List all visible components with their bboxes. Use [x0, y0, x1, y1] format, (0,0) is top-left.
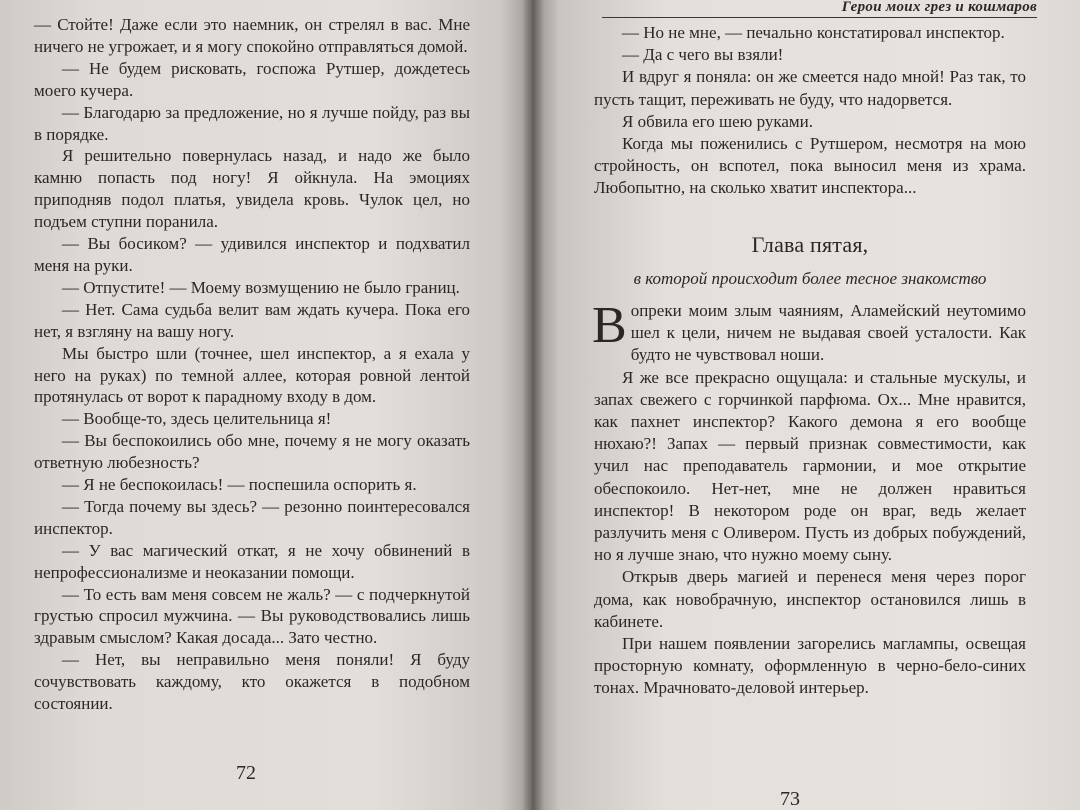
paragraph: Я решительно повернулась назад, и надо же было камню попасть под ногу! Я ойкнула. На эмоциях приподняв подол платья, увидела кровь. Чулок цел, но подъем ступни поранила.: [34, 146, 470, 232]
paragraph: — Отпустите! — Моему возмущению не было границ.: [62, 277, 460, 297]
paragraph: — Я не беспокоилась! — поспешила оспорить я.: [62, 475, 417, 495]
paragraph: Я же все прекрасно ощущала: и стальные мускулы, и запах свежего с горчинкой парфюма. Ох... Мне нравится, как пахнет инспектор? Какого демона я его вообще нюхаю?! Запах — первый признак совместимости, как учил нас преподаватель гармонии, и мое открытие обеспокоило. Нет-нет, мне не должен нравиться инспектор! В некотором роде он враг, ведь желает разлучить меня с Оливером. Пусть из добрых побуждений, но я лучше знаю, что нужно моему сыну.: [594, 367, 1026, 565]
paragraph: Открыв дверь магией и перенеся меня через порог дома, как новобрачную, инспектор остановился лишь в кабинете.: [594, 567, 1026, 631]
paragraph: — Но не мне, — печально констатировал инспектор.: [622, 23, 1005, 42]
left-page: [0, 0, 532, 810]
chapter-title: Глава пятая,: [751, 231, 869, 257]
paragraph: — Стойте! Даже если это наемник, он стрелял в вас. Мне ничего не угрожает, и я могу спокойно отправляться домой.: [34, 15, 470, 56]
right-page: [532, 0, 1080, 810]
paragraph: — Нет, вы неправильно меня поняли! Я буду сочувствовать каждому, кто окажется в подобном состоянии.: [34, 650, 470, 714]
page-number: 72: [236, 762, 256, 784]
page-number: 73: [780, 788, 800, 810]
book-spine-shadow: [522, 0, 544, 810]
paragraph: Мы быстро шли (точнее, шел инспектор, а я ехала у него на руках) по темной аллее, которая ровной лентой протянулась от ворот к парадному входу в дом.: [34, 343, 470, 407]
opening-paragraph: [592, 297, 1026, 367]
paragraph: И вдруг я поняла: он же смеется надо мной! Раз так, то пусть тащит, переживать не буду, что надорвется.: [594, 67, 1026, 109]
paragraph: — Вы беспокоились обо мне, почему я не могу оказать ответную любезность?: [34, 431, 470, 473]
running-head: Герои моих грез и кошмаров: [602, 0, 1037, 18]
paragraph: — То есть вам меня совсем не жаль? — с подчеркнутой грустью спросил мужчина. — Вы руководствовались лишь здравым смыслом? Какая досада... Зато честно.: [34, 584, 470, 648]
paragraph: Когда мы поженились с Рутшером, несмотря на мою стройность, он вспотел, пока выносил меня из храма. Любопытно, на сколько хватит инспектора...: [594, 134, 1026, 198]
paragraph: — Да с чего вы взяли!: [622, 45, 784, 65]
paragraph: — Нет. Сама судьба велит вам ждать кучера. Пока его нет, я взгляну на вашу ногу.: [34, 299, 470, 341]
paragraph: — Вообще-то, здесь целительница я!: [62, 409, 332, 429]
chapter-subtitle: в которой происходит более тесное знакомство: [633, 268, 987, 288]
opening-paragraph-text: опреки моим злым чаяниям, Аламейский неутомимо шел к цели, ничем не выдавая своей усталости. Как будто не чувствовал ноши.: [630, 301, 1026, 365]
paragraph: Я обвила его шею руками.: [622, 111, 814, 131]
left-page-text: [34, 14, 470, 715]
paragraph: При нашем появлении загорелись маглампы, освещая просторную комнату, оформленную в черно-бело-синих тонах. Мрачновато-деловой интерьер.: [594, 634, 1026, 698]
drop-cap: В: [592, 297, 627, 355]
paragraph: — У вас магический откат, я не хочу обвинений в непрофессионализме и неоказании помощи.: [34, 540, 470, 582]
paragraph: — Вы босиком? — удивился инспектор и подхватил меня на руки.: [34, 234, 470, 275]
right-page-text: [594, 22, 1026, 700]
paragraph: — Благодарю за предложение, но я лучше пойду, раз вы в порядке.: [34, 102, 470, 144]
paragraph: — Тогда почему вы здесь? — резонно поинтересовался инспектор.: [34, 496, 470, 538]
paragraph: — Не будем рисковать, госпожа Рутшер, дождетесь моего кучера.: [34, 58, 470, 100]
